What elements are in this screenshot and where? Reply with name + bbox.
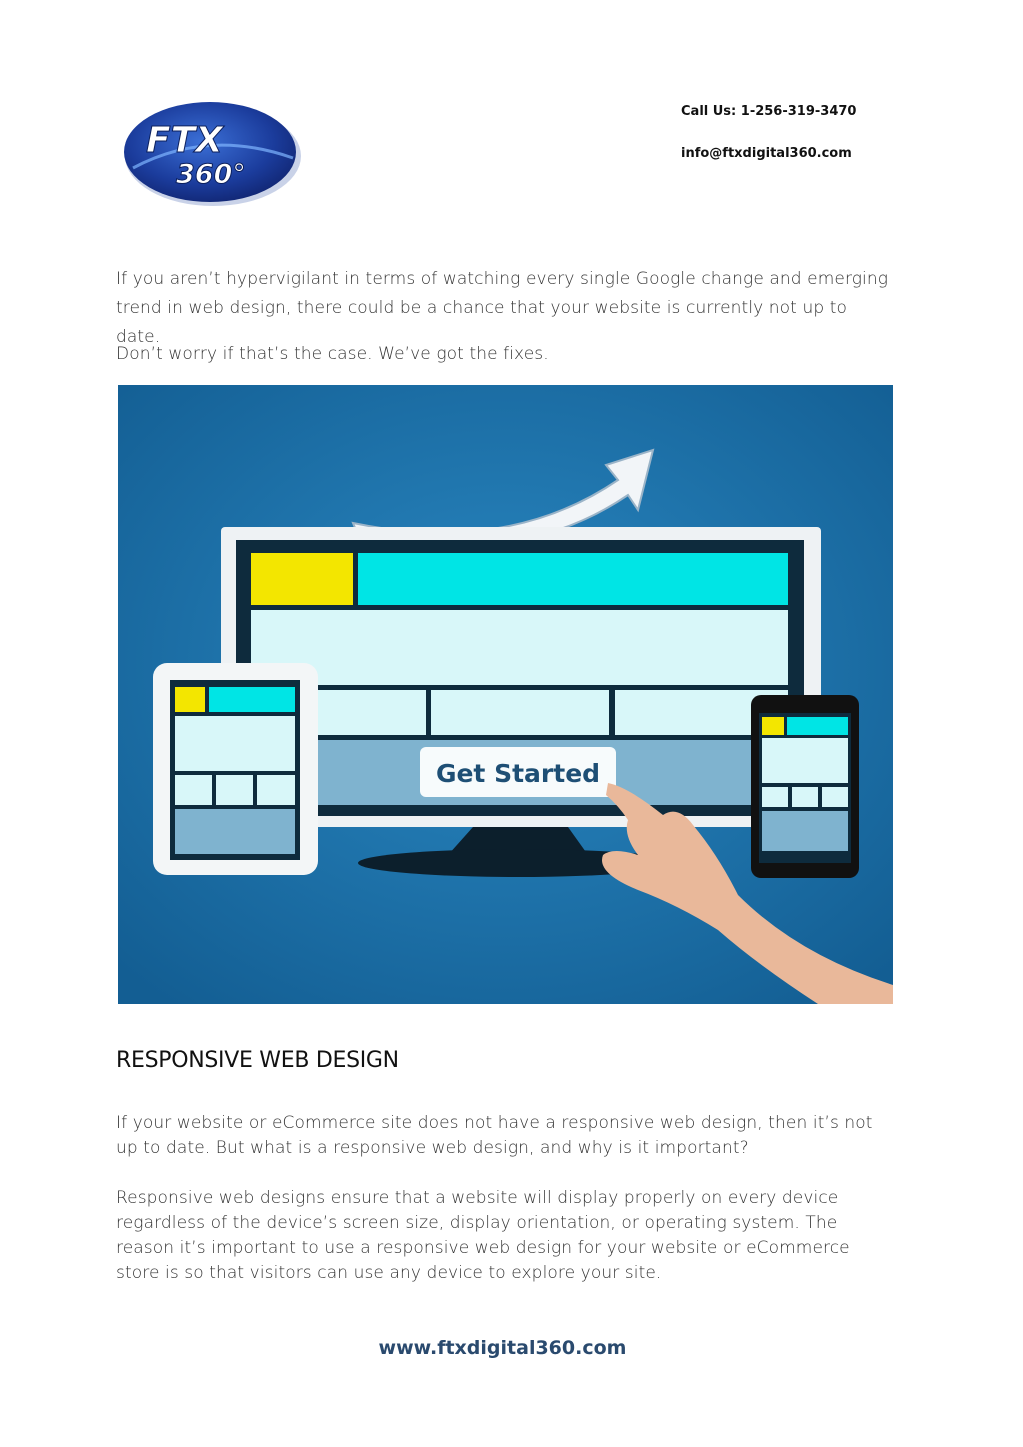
section-paragraph-1: If your website or eCommerce site does not have a responsive web design, then it’s not up to date. But what is a responsive web design, and why is it important? bbox=[116, 1113, 873, 1158]
email-address[interactable]: info@ftxdigital360.com bbox=[681, 146, 852, 161]
tablet-device bbox=[153, 663, 318, 875]
svg-text:FTX: FTX bbox=[146, 120, 223, 161]
footer-website-link[interactable]: www.ftxdigital360.com bbox=[378, 1337, 627, 1359]
svg-text:360°: 360° bbox=[176, 159, 246, 190]
ftx360-logo bbox=[118, 98, 302, 208]
intro-paragraph-2: Don’t worry if that’s the case. We’ve got the fixes. bbox=[116, 344, 549, 364]
responsive-design-illustration bbox=[118, 385, 893, 1004]
section-paragraph-2: Responsive web designs ensure that a website will display properly on every device regardless of the device’s screen size, display orientation, or operating system. The reason it’s important to use a responsive web design for your website or eCommerce store is so that visitors can use any device to explore your site. bbox=[116, 1188, 850, 1283]
get-started-label: Get Started bbox=[435, 759, 601, 788]
smartphone-device bbox=[751, 695, 859, 878]
intro-paragraph-1: If you aren’t hypervigilant in terms of watching every single Google change and emerging trend in web design, there could be a chance that your website is currently not up to date. bbox=[116, 269, 889, 347]
section-heading: RESPONSIVE WEB DESIGN bbox=[116, 1048, 399, 1073]
phone-number[interactable]: Call Us: 1-256-319-3470 bbox=[681, 104, 857, 119]
